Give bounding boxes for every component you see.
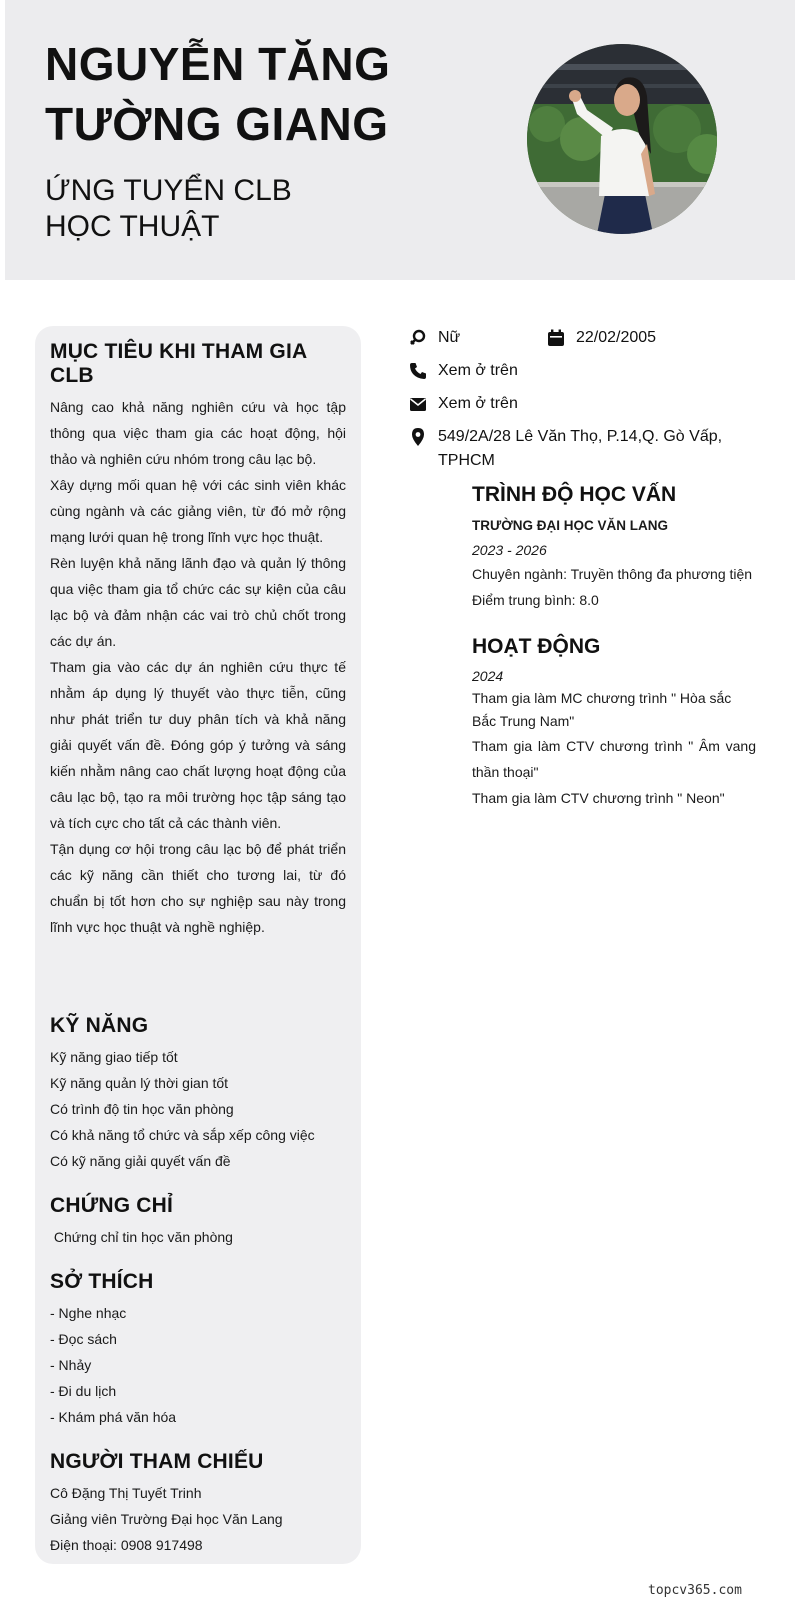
objective-title: MỤC TIÊU KHI THAM GIA CLB (50, 340, 307, 387)
email-icon (408, 394, 428, 414)
hobbies-list (50, 1300, 346, 1430)
activity-item: Tham gia làm CTV chương trình " Neon" (472, 790, 725, 806)
skill-item: Kỹ năng giao tiếp tốt (50, 1049, 178, 1065)
activities-title: HOẠT ĐỘNG (472, 635, 601, 658)
objective-paragraph: Tận dụng cơ hội trong câu lạc bộ để phát triển các kỹ năng cần thiết cho tương lai, từ đó chuẩn bị tốt hơn cho sự nghiệp sau này trong lĩnh vực học thuật và nghề nghiệp. (50, 841, 346, 935)
hobby-item: - Khám phá văn hóa (50, 1409, 177, 1425)
contact-phone (408, 359, 518, 383)
email-value: Xem ở trên (438, 395, 518, 412)
contact-address (408, 425, 738, 473)
watermark: topcv365.com (648, 1583, 742, 1598)
education-major: Chuyên ngành: Truyền thông đa phương tiện (472, 566, 753, 582)
candidate-name (45, 34, 425, 154)
school-name: TRƯỜNG ĐẠI HỌC VĂN LANG (472, 518, 668, 533)
hobby-item: - Nghe nhạc (50, 1305, 127, 1321)
name-line-2: TƯỜNG GIANG (45, 98, 389, 150)
activities-year: 2024 (472, 668, 504, 684)
hobby-item: - Nhảy (50, 1357, 92, 1373)
skill-item: Có kỹ năng giải quyết vấn đề (50, 1153, 231, 1169)
contact-email (408, 392, 518, 416)
education-title: TRÌNH ĐỘ HỌC VẤN (472, 483, 677, 506)
skill-item: Có khả năng tổ chức và sắp xếp công việc (50, 1127, 315, 1143)
certificate-item: Chứng chỉ tin học văn phòng (50, 1229, 233, 1245)
references-list (50, 1480, 346, 1558)
objective-paragraph: Tham gia vào các dự án nghiên cứu thực tế nhằm áp dụng lý thuyết vào thực tiễn, cũng như phát triển tư duy phân tích và khả năng giải quyết vấn đề. Đóng góp ý tưởng và sáng kiến nhằm nâng cao chất lượng hoạt động của câu lạc bộ, tạo ra môi trường học tập sáng tạo và tích cực cho tất cả các thành viên. (50, 659, 346, 831)
address-value: 549/2A/28 Lê Văn Thọ, P.14,Q. Gò Vấp, TPHCM (438, 428, 723, 469)
applied-position: ỨNG TUYỂN CLB HỌC THUẬT (45, 174, 292, 243)
right-panel (472, 483, 756, 811)
certificates-title: CHỨNG CHỈ (50, 1194, 174, 1217)
reference-item: Giảng viên Trường Đại học Văn Lang (50, 1511, 283, 1527)
activity-item: Tham gia làm MC chương trình " Hòa sắc Bắc Trung Nam" (472, 690, 732, 729)
education-period: 2023 - 2026 (472, 542, 547, 558)
objective-paragraph: Xây dựng mối quan hệ với các sinh viên khác cùng ngành và các giảng viên, từ đó mở rộng mạng lưới quan hệ trong lĩnh vực học thuật. (50, 477, 346, 545)
avatar (527, 44, 717, 234)
hobbies-title: SỞ THÍCH (50, 1270, 154, 1293)
name-line-1: NGUYỄN TĂNG (45, 38, 391, 90)
contact-birthday (546, 326, 656, 350)
references-title: NGƯỜI THAM CHIẾU (50, 1450, 264, 1473)
gender-icon (408, 328, 428, 348)
activity-item: Tham gia làm CTV chương trình " Âm vang thần thoại" (472, 738, 756, 780)
portrait-photo (527, 44, 717, 234)
skills-title: KỸ NĂNG (50, 1014, 149, 1037)
reference-item: Cô Đặng Thị Tuyết Trinh (50, 1485, 202, 1501)
objective-paragraph: Rèn luyện khả năng lãnh đạo và quản lý thông qua việc tham gia tổ chức các sự kiện của câu lạc bộ và đảm nhận các vai trò chủ chốt trong các dự án. (50, 555, 346, 649)
objective-paragraph: Nâng cao khả năng nghiên cứu và học tập thông qua việc tham gia các hoạt động, hội thảo và nghiên cứu nhóm trong câu lạc bộ. (50, 399, 346, 467)
calendar-icon (546, 328, 566, 348)
reference-item: Điện thoại: 0908 917498 (50, 1537, 203, 1553)
location-pin-icon (408, 427, 428, 447)
contact-gender (408, 326, 460, 350)
phone-icon (408, 361, 428, 381)
skills-list (50, 1044, 346, 1174)
hobby-item: - Đọc sách (50, 1331, 117, 1347)
skill-item: Kỹ năng quản lý thời gian tốt (50, 1075, 229, 1091)
phone-value: Xem ở trên (438, 362, 518, 379)
education-gpa: Điểm trung bình: 8.0 (472, 592, 599, 608)
left-panel (35, 326, 361, 1564)
header-banner (5, 0, 795, 280)
hobby-item: - Đi du lịch (50, 1383, 117, 1399)
birthday-value: 22/02/2005 (576, 329, 657, 346)
gender-value: Nữ (438, 329, 461, 346)
certificates-list (50, 1224, 346, 1250)
objective-body (50, 394, 346, 940)
skill-item: Có trình độ tin học văn phòng (50, 1101, 234, 1117)
